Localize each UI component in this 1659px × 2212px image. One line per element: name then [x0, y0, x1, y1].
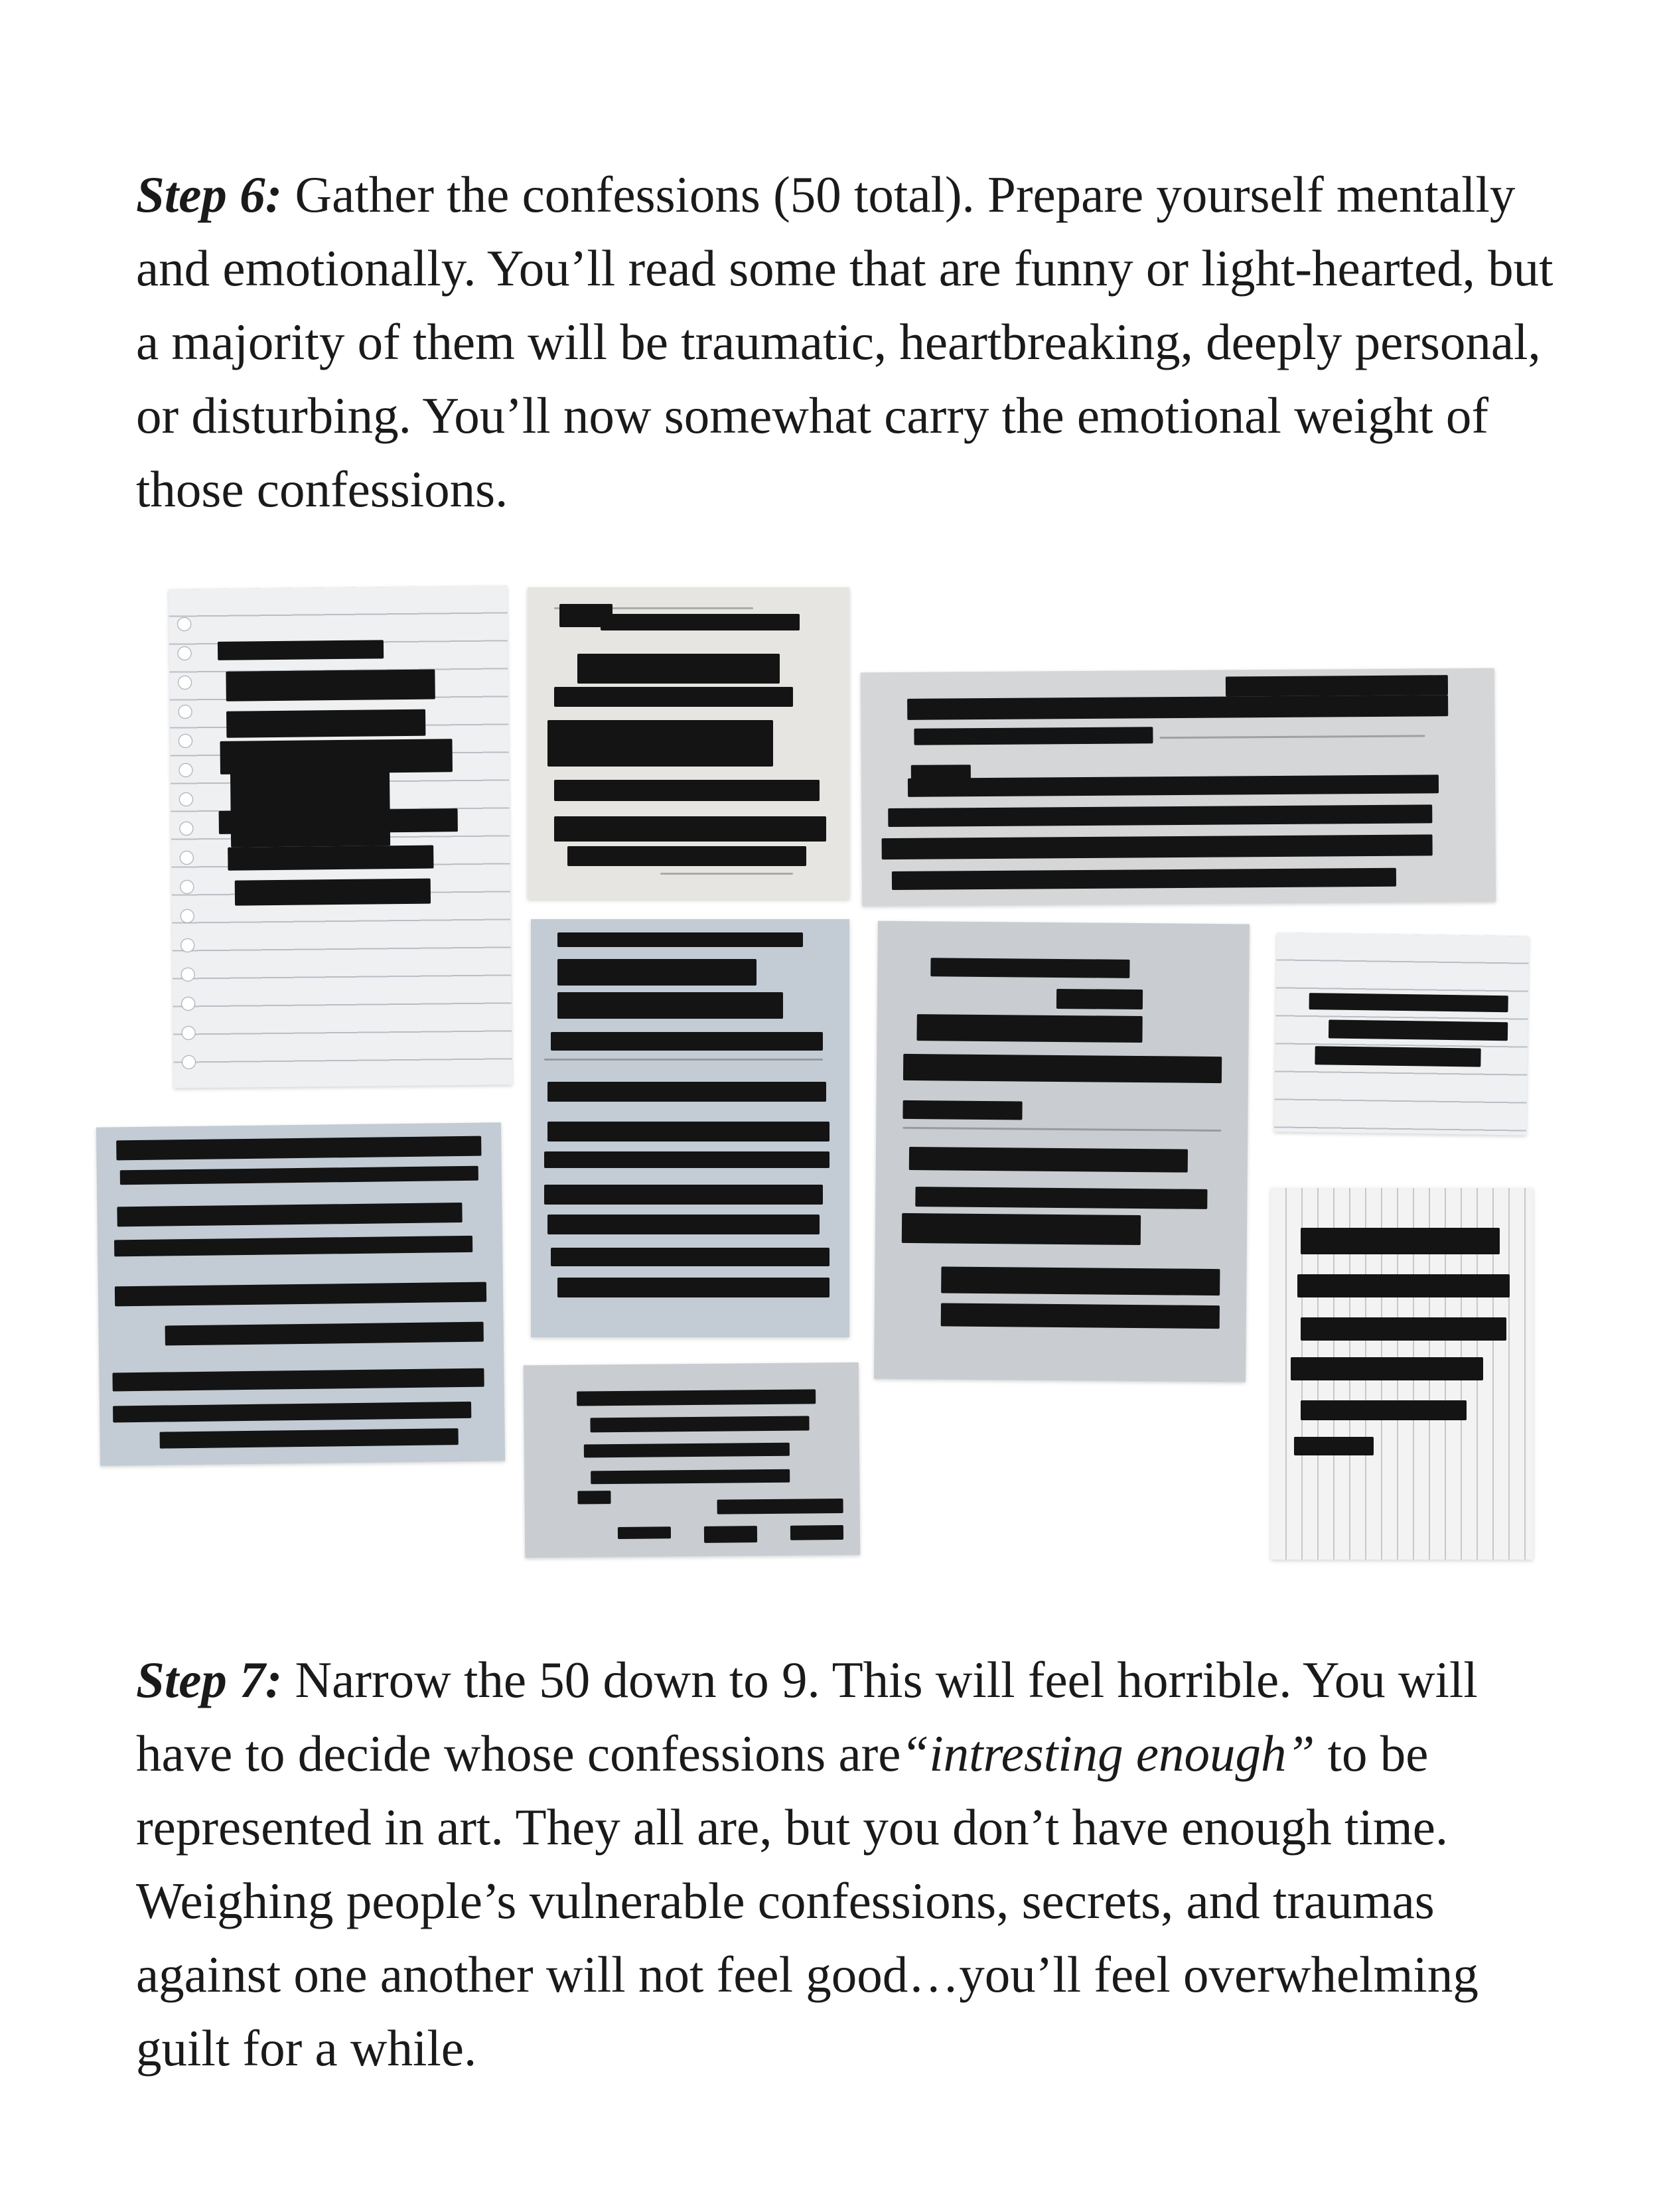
confession-scrap-4 [531, 919, 849, 1337]
step-7-label: Step 7: [136, 1651, 283, 1708]
confession-scrap-8 [1271, 1188, 1533, 1560]
confession-scrap-7 [96, 1122, 505, 1465]
step-7-paragraph [136, 1643, 1563, 2085]
step-6-paragraph [136, 158, 1563, 526]
step-7-text-before: Narrow the 50 down to 9. This will feel horrible. You will have to decide whose confessions are [136, 1651, 1478, 1782]
confession-scrap-2 [528, 587, 849, 899]
step-6-text: Gather the confessions (50 total). Prepare yourself mentally and emotionally. You’ll read some that are funny or light-hearted, but a majority of them will be traumatic, heartbreaking, deeply personal, or disturbing. You’ll now somewhat carry the emotional weight of those confessions. [136, 166, 1553, 518]
confession-scrap-3 [861, 668, 1496, 907]
binder-holes [175, 615, 197, 1074]
confession-scrap-6 [1274, 932, 1529, 1135]
step-7-text-after: to be represented in art. They all are, but you don’t have enough time. Weighing people’s vulnerable confessions, secrets, and traumas against one another will not feel good…you’ll feel overwhelming guilt for a while. [136, 1725, 1479, 2077]
confession-scrap-9 [524, 1363, 861, 1558]
step-6-label: Step 6: [136, 166, 283, 223]
confession-scrap-5 [874, 921, 1250, 1382]
step-7-emphasis: “intresting enough” [901, 1725, 1315, 1782]
confession-scrap-1 [169, 585, 512, 1088]
